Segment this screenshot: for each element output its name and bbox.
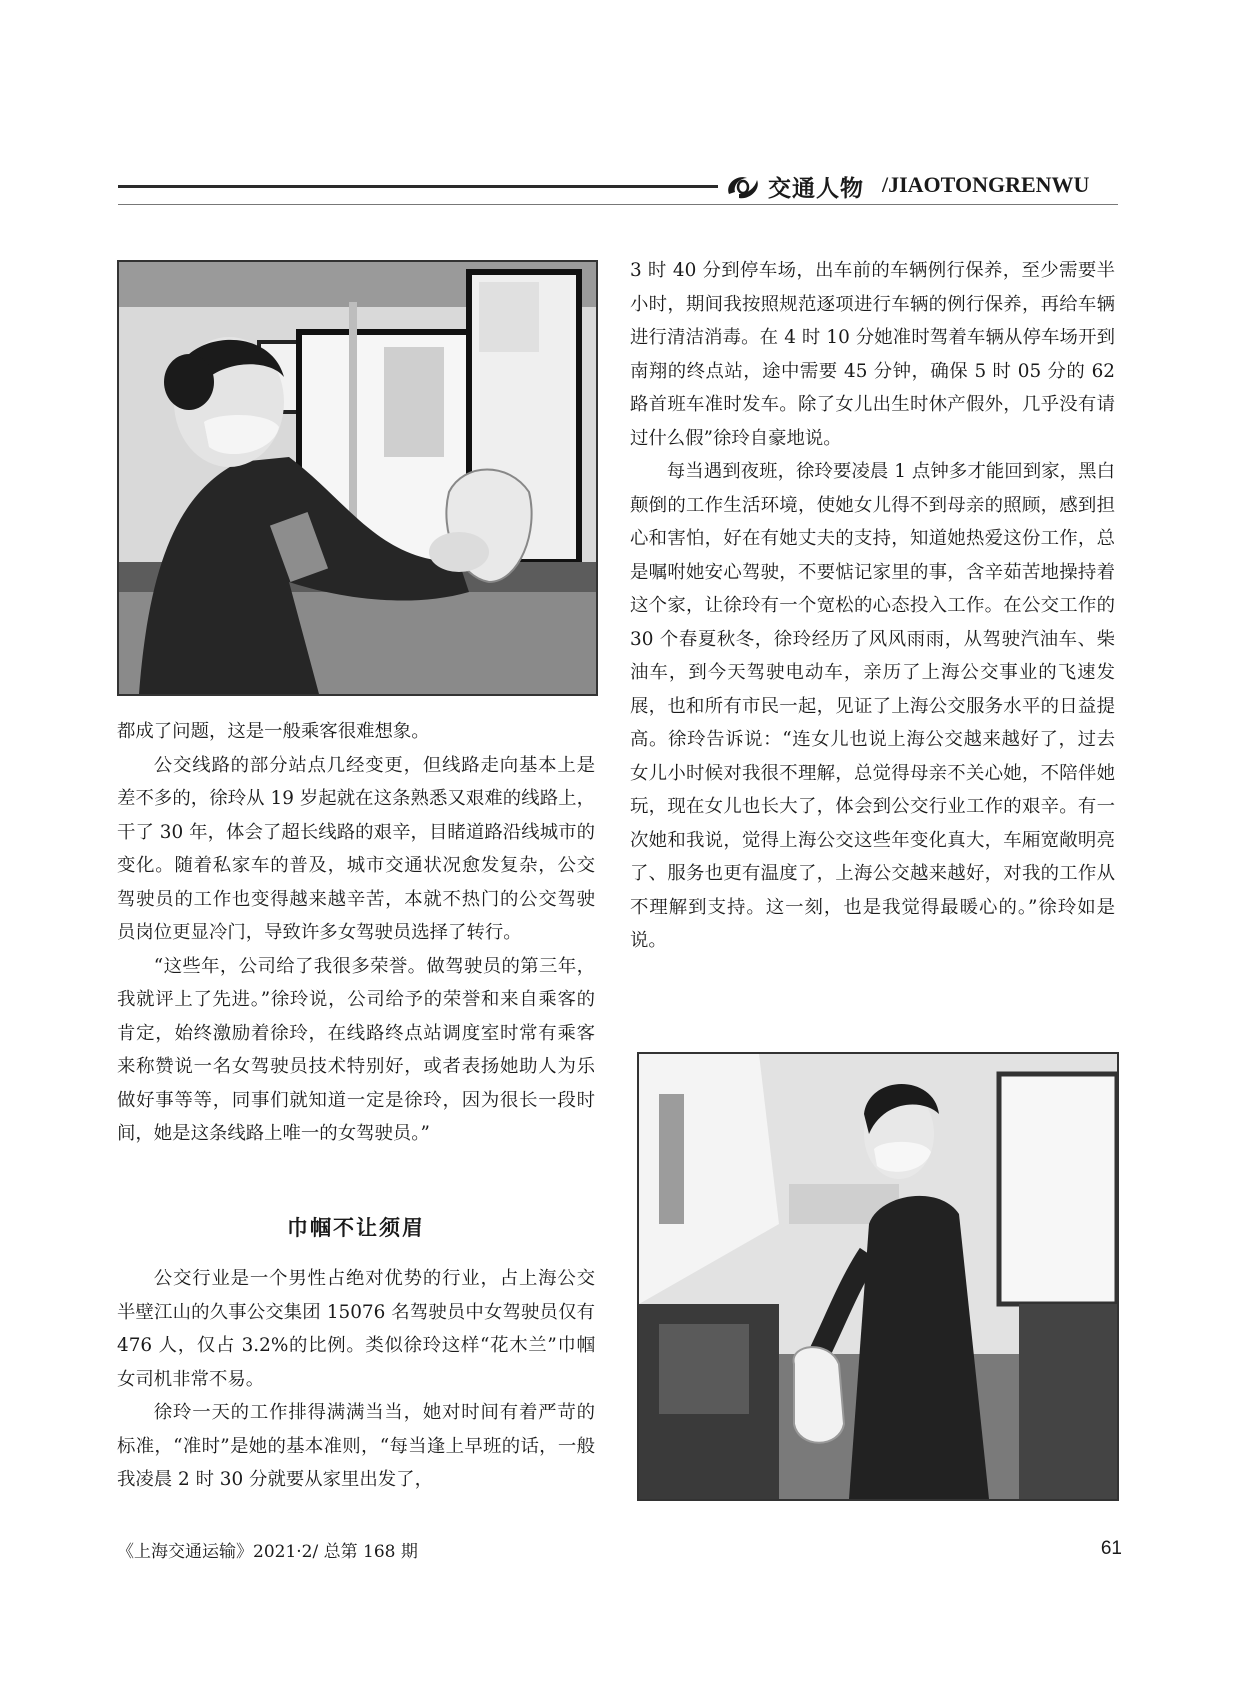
header-rule bbox=[118, 185, 718, 188]
paragraph: 公交线路的部分站点几经变更，但线路走向基本上是差不多的，徐玲从 19 岁起就在这条熟悉又艰难的线路上，干了 30 年，体会了超长线路的艰辛，目睹道路沿线城市的变化。随着私家车的普及，城市交通状况愈发复杂，公交驾驶员的工作也变得越来越辛苦，本就不热门的公交驾驶员岗位更显冷门，导致许多女驾驶员选择了转行。 bbox=[117, 754, 595, 943]
paragraph: 都成了问题，这是一般乘客很难想象。 bbox=[117, 721, 430, 742]
page-header bbox=[118, 168, 1118, 208]
paragraph: 徐玲一天的工作排得满满当当，她对时间有着严苛的标准，“准时”是她的基本准则，“每当逢上早班的话，一般我凌晨 2 时 30 分就要从家里出发了， bbox=[117, 1402, 595, 1490]
right-column bbox=[630, 254, 1115, 958]
header-underline bbox=[118, 204, 1118, 205]
photo-driver-disinfecting-bus bbox=[637, 1052, 1119, 1501]
journal-citation: 《上海交通运输》2021·2/ 总第 168 期 bbox=[117, 1542, 418, 1562]
paragraph: “这些年，公司给了我很多荣誉。做驾驶员的第三年，我就评上了先进。”徐玲说，公司给予的荣誉和来自乘客的肯定，始终激励着徐玲，在线路终点站调度室时常有乘客来称赞说一名女驾驶员技术特别好，或者表扬她助人为乐做好事等等，同事们就知道一定是徐玲，因为很长一段时间，她是这条线路上唯一的女驾驶员。” bbox=[117, 955, 595, 1144]
section-title: 交通人物 bbox=[768, 176, 864, 202]
paragraph: 公交行业是一个男性占绝对优势的行业，占上海公交半壁江山的久事公交集团 15076 名驾驶员中女驾驶员仅有 476 人，仅占 3.2%的比例。类似徐玲这样“花木兰”巾帼女司机非常不易。 bbox=[117, 1268, 595, 1390]
photo-driver-cleaning-window bbox=[117, 260, 598, 696]
magazine-logo-icon bbox=[723, 172, 763, 202]
subheading: 巾帼不让须眉 bbox=[287, 1216, 425, 1240]
paragraph: 3 时 40 分到停车场，出车前的车辆例行保养，至少需要半小时，期间我按照规范逐项进行车辆的例行保养，再给车辆进行清洁消毒。在 4 时 10 分她准时驾着车辆从停车场开到南翔的终点站，途中需要 45 分钟，确保 5 时 05 分的 62 路首班车准时发车。除了女儿出生时休产假外，几乎没有请过什么假”徐玲自豪地说。 bbox=[630, 260, 1115, 449]
left-column-top bbox=[117, 715, 595, 1151]
paragraph: 每当遇到夜班，徐玲要凌晨 1 点钟多才能回到家，黑白颠倒的工作生活环境，使她女儿得不到母亲的照顾，感到担心和害怕，好在有她丈夫的支持，知道她热爱这份工作，总是嘱咐她安心驾驶，不要惦记家里的事，含辛茹苦地操持着这个家，让徐玲有一个宽松的心态投入工作。在公交工作的 30 个春夏秋冬，徐玲经历了风风雨雨，从驾驶汽油车、柴油车，到今天驾驶电动车，亲历了上海公交事业的飞速发展，也和所有市民一起，见证了上海公交服务水平的日益提高。徐玲告诉说：“连女儿也说上海公交越来越好了，过去女儿小时候对我很不理解，总觉得母亲不关心她，不陪伴她玩，现在女儿也长大了，体会到公交行业工作的艰辛。有一次她和我说，觉得上海公交这些年变化真大，车厢宽敞明亮了、服务也更有温度了，上海公交越来越好，对我的工作从不理解到支持。这一刻，也是我觉得最暖心的。”徐玲如是说。 bbox=[630, 461, 1115, 951]
section-title-latin: /JIAOTONGRENWU bbox=[882, 172, 1090, 197]
left-column-bottom bbox=[117, 1262, 595, 1497]
page-number: 61 bbox=[1100, 1538, 1122, 1559]
